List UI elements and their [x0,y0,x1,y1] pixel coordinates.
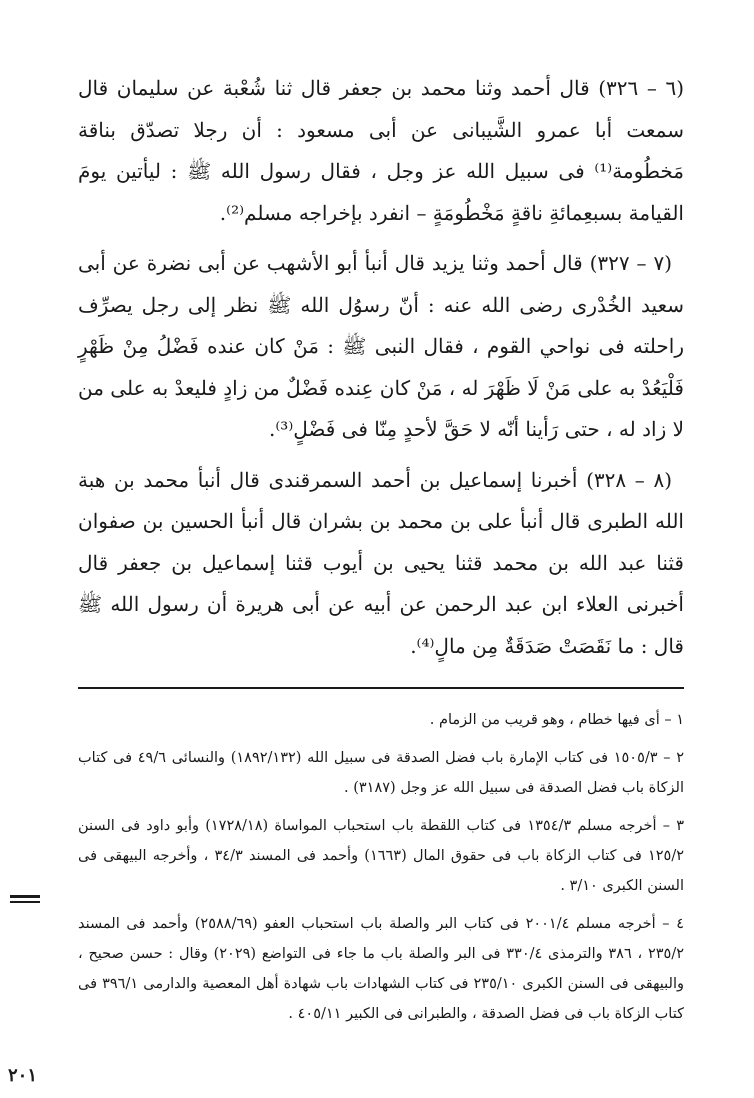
footnote-1: ١ – أى فيها خطام ، وهو قريب من الزمام . [429,712,684,728]
footnotes [78,705,684,1029]
hadith-paragraph-328: (٨ – ٣٢٨) أخبرنا إسماعيل بن أحمد السمرقندى قال أنبأ محمد بن هبة الله الطبرى قال أنبأ على بن محمد بن بشران قال أنبأ الحسين بن صفوان قثنا عبد الله بن محمد قثنا يحيى بن أيوب قثنا إسماعيل بن جعفر قال أخبرنى العلاء ابن عبد الرحمن عن أبيه عن أبى هريرة أن رسول الله ﷺ قال : ما نَقَصَتْ صَدَقَةٌ مِن مالٍ⁽⁴⁾. [78,467,684,658]
footnote-2: ٢ – ١٥٠٥/٣ فى كتاب الإمارة باب فضل الصدقة فى سبيل الله (١٨٩٢/١٣٢) والنسائى ٤٩/٦ فى كتاب الزكاة باب فضل الصدقة فى سبيل الله عز وجل (٣١٨٧) . [78,750,684,796]
footnote-divider [78,687,684,689]
footnote-4: ٤ – أخرجه مسلم ٢٠٠١/٤ فى كتاب البر والصلة باب استحباب العفو (٢٥٨٨/٦٩) وأحمد فى المسند ٢٣٥/٢ ، ٣٨٦ والترمذى ٣٣٠/٤ فى البر والصلة باب ما جاء فى التواضع (٢٠٢٩) وقال : حسن صحيح ، والبيهقى فى السنن الكبرى ٢٣٥/١٠ فى كتاب الشهادات باب شهادة أهل المعصية والدارمى ٣٩٦/١ فى كتاب الزكاة باب فى فضل الصدقة ، والطبرانى فى الكبير ٤٠٥/١١ . [78,916,684,1022]
book-page [78,68,684,1058]
page-number: ٢٠١ [8,1065,38,1086]
hadith-paragraph-326: (٦ – ٣٢٦) قال أحمد وثنا محمد بن جعفر قال ثنا شُعْبة عن سليمان قال سمعت أبا عمرو الشَّيبانى عن أبى مسعود : أن رجلا تصدّق بناقة مَخطُومة⁽¹⁾ فى سبيل الله عز وجل ، فقال رسول الله ﷺ : ليأتين يومَ القيامة بسبعِمائةِ ناقةٍ مَخْطُومَةٍ – انفرد بإخراجه مسلم⁽²⁾. [78,76,684,225]
footnote-continuation-mark [10,895,40,903]
hadith-paragraph-327: (٧ – ٣٢٧) قال أحمد وثنا يزيد قال أنبأ أبو الأشهب عن أبى نضرة عن أبى سعيد الخُدْرى رضى الله عنه : أنّ رسوُل الله ﷺ نظر إلى رجل يصرِّف راحلته فى نواحي القوم ، فقال النبى ﷺ : مَنْ كان عنده فَضْلُ مِنْ ظَهْرٍ فَلْيَعُدْ به على مَنْ لَا ظَهْرَ له ، مَنْ كان عِنده فَضْلٌ من زادٍ فليعدْ به على من لا زاد له ، حتى رَأينا أنّه لا حَقَّ لأحدٍ مِنّا فى فَضْلٍ⁽³⁾. [78,251,684,441]
main-text [78,68,684,667]
footnote-3: ٣ – أخرجه مسلم ١٣٥٤/٣ فى كتاب اللقطة باب استحباب المواساة (١٧٢٨/١٨) وأبو داود فى السنن ١٢٥/٢ فى كتاب الزكاة باب فى حقوق المال (١٦٦٣) وأحمد فى المسند ٣٤/٣ ، وأخرجه البيهقى فى السنن الكبرى ٣/١٠ . [78,818,684,894]
